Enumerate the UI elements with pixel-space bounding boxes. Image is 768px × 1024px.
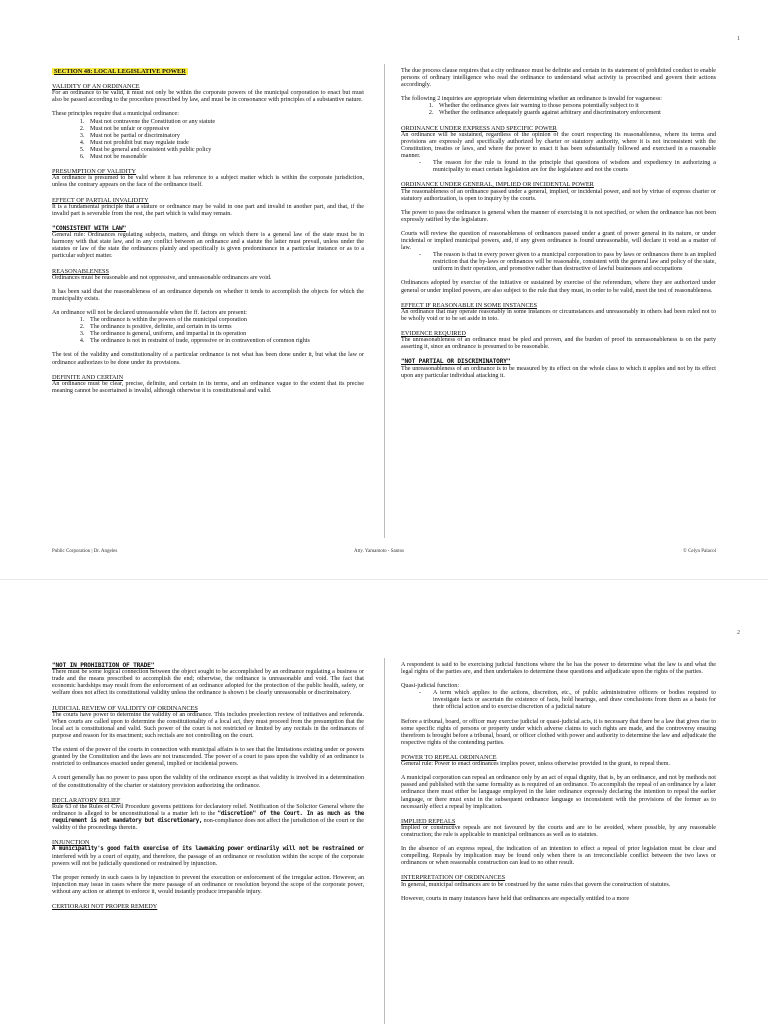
paragraph: General rule: Power to enact ordinances implies power, unless otherwise provided in the grant, to repeal them. xyxy=(401,761,670,768)
heading-evidence: EVIDENCE REQUIRED xyxy=(401,330,466,338)
paragraph: An ordinance will not be declared unreasonable when the ff. factors are present: xyxy=(52,309,247,316)
list-item: 1. The ordinance is within the powers of the municipal corporation xyxy=(86,317,364,324)
paragraph: For an ordinance to be valid, it must not only be within the corporate powers of the municipal corporation to enact but must also be passed according to the procedure prescribed by law, and must be in consonance with principles of a substantive nature. xyxy=(52,90,364,104)
heading-definite-certain: DEFINITE AND CERTAIN xyxy=(52,373,124,381)
footer-author: © Celyn Palacol xyxy=(683,549,716,554)
paragraph: Ordinances must be reasonable and not oppressive, and unreasonable ordinances are void. xyxy=(52,274,272,281)
factors-list xyxy=(52,317,364,345)
paragraph: A respondent is said to be exercising judicial functions where the he has the power to determine what the law is and what the legal rights of the parties are, and then undertakes to determine these questions and adjudicate upon the rights of the parties. xyxy=(401,662,716,676)
heading-declaratory-relief: DECLARATORY RELIEF xyxy=(52,796,121,804)
paragraph: General rule: Ordinances regulating subjects, matters, and things on which there is a general law of the state must be in harmony with that state law, and in any conflict between an ordinance and a statute the latter must prevail, unless under the statutes or law of the state the ordinances plainly and specifically is given predominance in a particular instance or as to a particular subject matter. xyxy=(52,232,364,260)
list-item: 2. The ordinance is positive, definite, and certain in its terms xyxy=(86,324,364,331)
heading-express-power: ORDINANCE UNDER EXPRESS AND SPECIFIC POWER xyxy=(401,124,557,132)
text-run: Rule 63 of the Rules of Civil Procedure governs petitions for declaratory relief. Notification of the Solicitor General where the ordinance is alleged to be unconstitutional is a matter left to the xyxy=(52,803,364,817)
heading-general-power: ORDINANCE UNDER GENERAL, IMPLIED OR INCIDENTAL POWER xyxy=(401,181,594,189)
dash-list xyxy=(401,160,716,174)
paragraph: The courts have power to determine the validity of an ordinance. This includes preelection review of initiatives and referenda. When courts are called upon to determine the constitutionality of a local act, they must proceed from the presumption that the local act is constitutional and valid. Such power of the court is not restricted or limited by any recitals in the ordinances of purpose and reason for its enactment; such recitals are not controlling on the court. xyxy=(52,711,364,740)
list-item: 4. Must not prohibit but may regulate trade xyxy=(86,140,364,147)
text-run: interfered with by a court of equity, and therefore, the passage of an ordinance or resolution within the scope of the corporate powers will not be judicially questioned or restrained by injunction. xyxy=(52,853,364,867)
paragraph: The test of the validity and constitutionality of a particular ordinance is not what has been done under it, but what the law or ordinance authorizes to be done under its provisions. xyxy=(52,352,364,366)
heading-not-partial: "NOT PARTIAL OR DISCRIMINATORY" xyxy=(401,358,511,366)
paragraph: Quasi-judicial function: xyxy=(401,683,460,690)
footer-professor: Atty. Yamamoto - Santos xyxy=(354,549,405,554)
paragraph: A municipal corporation can repeal an ordinance only by an act of equal dignity, that is, by an ordinance, and not by methods not passed and published with the same formality as is required of an ordinance. To accomplish the repeal of an ordinance by a later ordinance there must either be language employed in the later ordinance expressly declaring the intention to repeal the earlier language, or there must exist in the subsequent ordinance language so inconsistent with the provisions of the former as to necessarily effect a repeal by implication. xyxy=(401,775,716,810)
heading-reasonable-some: EFFECT IF REASONABLE IN SOME INSTANCES xyxy=(401,301,538,309)
list-item: - A term which applies to the actions, discretion, etc., of public administrative officers or bodies required to investigate facts or ascertain the existence of facts, hold hearings, and draw conclusions from them as a basis for their official action and to exercise discretion of a judicial nature xyxy=(419,690,716,711)
list-item: 5. Must be general and consistent with public policy xyxy=(86,147,364,154)
paragraph: A court generally has no power to pass upon the validity of the ordinance except as that validity is involved in a determination of the constitutionality of the charter or statutory provision authorizing the ordinance. xyxy=(52,775,364,789)
heading-implied-repeals: IMPLIED REPEALS xyxy=(401,817,456,825)
list-item: 6. Must not be reasonable xyxy=(86,154,364,161)
page-number: 1 xyxy=(737,36,740,42)
paragraph: The power to pass the ordinance is general when the manner of exercising it is not specified, or when the ordinance has not been expressly ratified by the legislature. xyxy=(401,209,716,223)
paragraph: The unreasonableness of an ordinance is to be measured by its effect on the whole class to which it applies and not by its effect upon any particular individual attacking it. xyxy=(401,365,716,379)
heading-validity: VALIDITY OF AN ORDINANCE xyxy=(52,83,140,91)
heading-presumption: PRESUMPTION OF VALIDITY xyxy=(52,168,137,176)
paragraph: The following 2 inquiries are appropriate when determining whether an ordinance is invalid for vagueness: xyxy=(401,96,662,103)
page-2 xyxy=(0,580,768,1024)
principles-list xyxy=(52,119,364,162)
paragraph: The extent of the power of the courts in connection with municipal affairs is to see that the limitations existing under or powers granted by the Constitution and the laws are not transcended. The power of a court to pass upon the validity of an ordinance is restricted to ordinances enacted under general, implied or incidental powers. xyxy=(52,747,364,768)
paragraph: There must be some logical connection between the object sought to be accomplished by an ordinance regulating a business or trade and the means prescribed to accomplish the end; otherwise, the ordinance is unreasonable and void. The fact that economic hardships may result from the enforcement of an ordinance adopted for the protection of the public health, safety, or welfare does not affect its constitutional validity unless the ordinance is shown t be clearly unreasonable or discriminatory. xyxy=(52,669,364,697)
paragraph: Courts will review the question of reasonableness of ordinances passed under a grant of power general in its nature, or under incidental or implied municipal powers, and, if any given ordinance is found unreasonable, will declare it void as a matter of law. xyxy=(401,230,716,252)
section-title: SECTION 48: LOCAL LEGISLATIVE POWER xyxy=(54,68,186,75)
paragraph: Ordinances adopted by exercise of the initiative or sustained by exercise of the referendum, where they are authorized under general or under implied powers, are also subject to the rule that they must, in order to be valid, meet the test of reasonableness. xyxy=(401,280,716,294)
list-item: 4. The ordinance is not in restraint of trade, oppressive or in contravention of common rights xyxy=(86,338,364,345)
column-divider xyxy=(384,64,385,538)
left-column xyxy=(52,68,364,402)
heading-interpretation: INTERPRETATION OF ORDINANCES xyxy=(401,874,506,882)
heading-judicial-review: JUDICIAL REVIEW OF VALIDITY OF ORDINANCES xyxy=(52,704,198,712)
heading-injunction: INJUNCTION xyxy=(52,839,90,847)
paragraph: In the absence of an express repeal, the indication of an intention to effect a repeal of prior legislation must be clear and compelling. Repeals by implication may be found only when there is an irreconcilable conflict between the two laws or ordinances or when reasonable construction can lead to no other result. xyxy=(401,846,716,867)
paragraph: The reasonableness of an ordinance passed under a general, implied, or incidental power, and not by virtue of express charter or statutory authorization, is open to inquiry by the courts. xyxy=(401,188,716,202)
text-run: non-compliance does not affect the jurisdiction of the court or the validity of the proceedings therein. xyxy=(52,818,364,832)
heading-certiorari: CERTIORARI NOT PROPER REMEDY xyxy=(52,902,158,910)
heading-partial-invalidity: EFFECT OF PARTIAL INVALIDITY xyxy=(52,196,149,204)
inquiries-list xyxy=(401,103,716,117)
column-divider xyxy=(384,658,385,1024)
paragraph: Before a tribunal, board, or officer may exercise judicial or quasi-judicial acts, it is necessary that there be a law that gives rise to some specific rights of persons or property under which adverse claims to such rights are made, and the controversy ensuing therefrom is brought before a tribunal, board, or officer clothed with power and authority to determine the law and adjudicate the respective rights of the contending parties. xyxy=(401,718,716,746)
paragraph: However, courts in many instances have held that ordinances are especially entitled to a more xyxy=(401,895,630,902)
list-item: 2. Whether the ordinance adequately guards against arbitrary and discriminatory enforcement xyxy=(435,110,716,117)
paragraph xyxy=(52,804,364,832)
paragraph: These principles require that a municipal ordinance: xyxy=(52,111,179,118)
left-column xyxy=(52,662,364,910)
list-item: 1. Whether the ordinance gives fair warning to those persons potentially subject to it xyxy=(435,103,716,110)
dash-list xyxy=(401,690,716,711)
right-column xyxy=(401,68,716,387)
heading-not-prohibition: "NOT IN PROHIBITION OF TRADE" xyxy=(52,662,155,669)
footer-course: Public Corporation | Dr. Angeles xyxy=(52,549,118,554)
list-item: 2. Must not be unfair or oppressive xyxy=(86,126,364,133)
list-item: 1. Must not contravene the Constitution or any statute xyxy=(86,119,364,126)
page-number: 2 xyxy=(737,630,740,636)
list-item: 3. Must not be partial or discriminatory xyxy=(86,133,364,140)
paragraph: The unreasonableness of an ordinance must be pled and proven, and the burden of proof its unreasonableness is on the party asserting it, since an ordinance is presumed to be reasonable. xyxy=(401,337,716,351)
paragraph: Implied or constructive repeals are not favoured by the courts and are to be avoided, where possible, by any reasonable construction; the rule is applicable to municipal ordinances as well as to statutes. xyxy=(401,824,716,838)
list-item: - The reason for the rule is found in the principle that questions of wisdom and expediency in authorizing a municipality to enact certain legislation are for the legislature and not the courts xyxy=(419,160,716,174)
heading-reasonableness: REASONABLENESS xyxy=(52,267,110,275)
paragraph: An ordinance is presumed to be valid where it has reference to a subject matter which is within the corporate jurisdiction, unless the contrary appears on the face of the ordinance itself. xyxy=(52,175,364,189)
dash-list xyxy=(401,252,716,273)
heading-consistent-with-law: "CONSISTENT WITH LAW" xyxy=(52,224,127,232)
paragraph xyxy=(52,846,364,867)
heading-repeal: POWER TO REPEAL ORDINANCE xyxy=(401,753,497,761)
paragraph: An ordinance must be clear, precise, definite, and certain in its terms, and an ordinance vague to the extent that its precise meaning cannot be ascertained is invalid, although otherwise it is constitutional and valid. xyxy=(52,380,364,394)
paragraph: In general, municipal ordinances are to be construed by the same rules that govern the construction of statutes. xyxy=(401,881,671,888)
paragraph: An ordinance will be sustained, regardless of the opinion of the court respecting its reasonableness, where its terms and provisions are expressly and specifically authorized by charter or statutory authority, where it is not inconsistent with the Constitution, treaties or laws, and where the power to enact it has been substantially followed and exercised in a reasonable manner. xyxy=(401,131,716,160)
paragraph: The due process clause requires that a city ordinance must be definite and certain in its statement of prohibited conduct to enable persons of ordinary intelligence who read the ordinance to understand what activity is proscribed and govern their actions accordingly. xyxy=(401,68,716,89)
paragraph: It is a fundamental principle that a stature or ordinance may be valid in one part and invalid in another part, and that, if the invalid part is severable from the rest, the part which is valid may remain. xyxy=(52,203,364,217)
paragraph: An ordinance that may operate reasonably in some instances or circumstances and unreasonably in others had been ruled not to be wholly void or to be set aside in toto. xyxy=(401,308,716,322)
list-item: - The reason is that in every power given to a municipal corporation to pass by laws or ordinances there is an implied restriction that the by-laws or ordinances will be reasonable, consistent with the general law and policy of the state, uniform in their operation, and promotive rather than destructive of lawful businesses and occupations xyxy=(419,252,716,273)
paragraph: It has been said that the reasonableness of an ordinance depends on whether it tends to accomplish the objects for which the municipality exists. xyxy=(52,288,364,302)
list-item: 3. The ordinance is general, uniform, and impartial in its operation xyxy=(86,331,364,338)
emphasized-text: "discretion" of the Court. In as much as the requirement is not mandatory but discretionary, xyxy=(52,810,364,825)
paragraph: The proper remedy in such cases is by injunction to prevent the execution or enforcement of the irregular action. However, an injunction may issue in cases where the mere passage of an ordinance or resolution beyond the scope of the corporate power, without any action or attempt to enforce it, would instantly produce irreparable injury. xyxy=(52,874,364,895)
emphasized-text: A municipality's good faith exercise of its lawmaking power ordinarily will not be restrained or xyxy=(52,846,364,853)
right-column xyxy=(401,662,716,910)
